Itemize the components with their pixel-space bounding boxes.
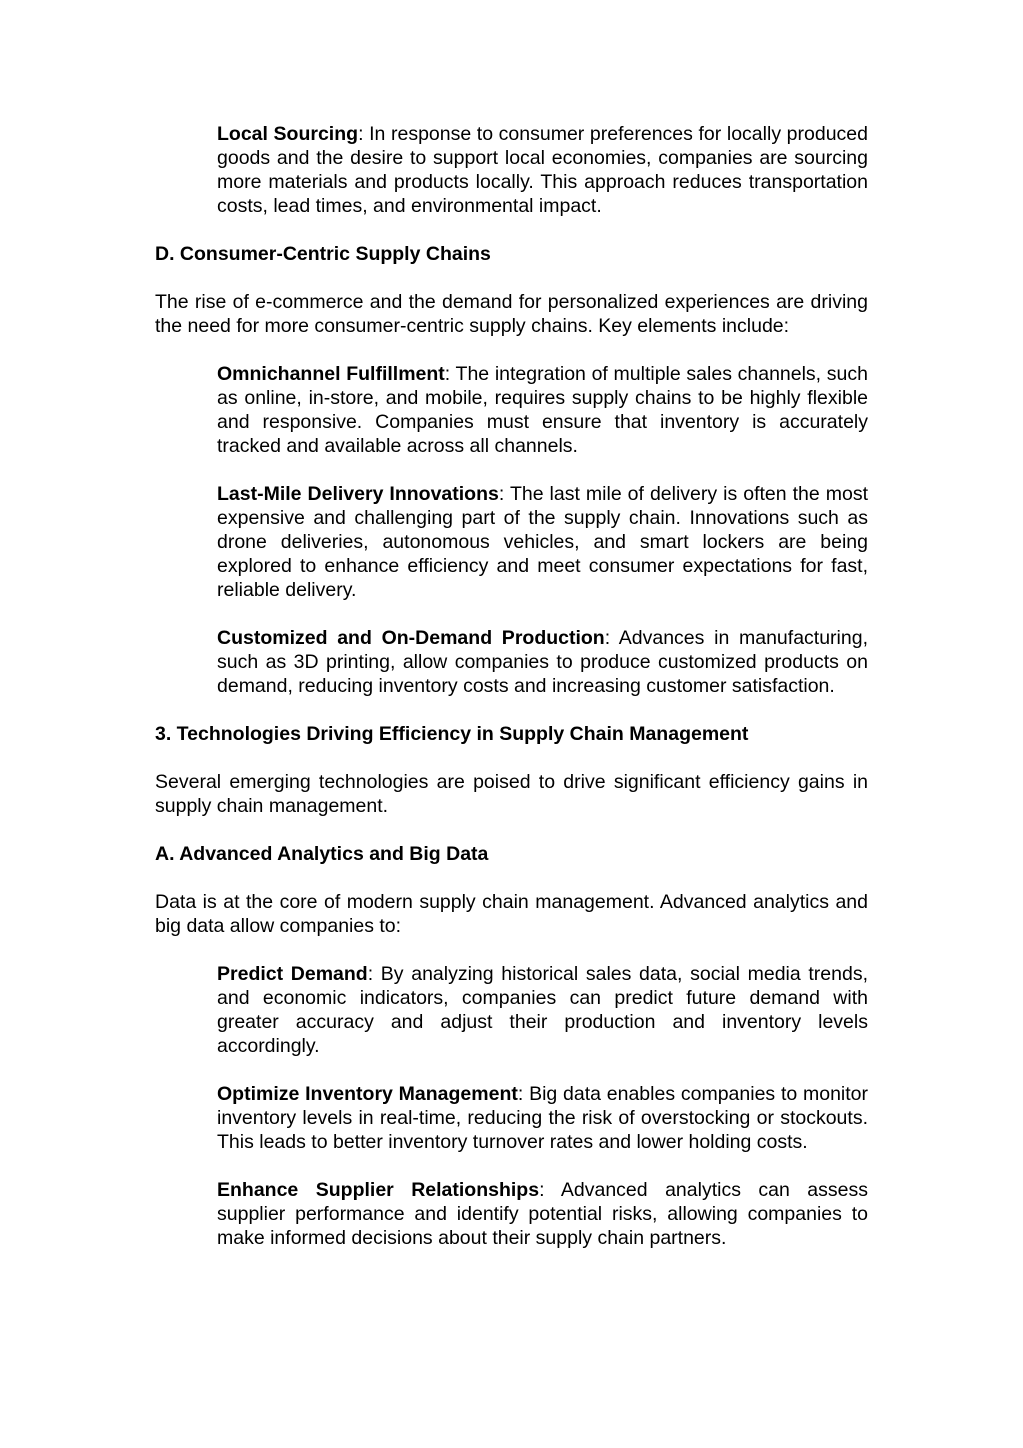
- section-heading-consumer-centric: D. Consumer-Centric Supply Chains: [155, 243, 491, 265]
- item-text: : The integration of multiple sales channels, such as online, in-store, and mobile, requires supply chains to be highly flexible and responsive. Companies must ensure that inventory is accurately tracked and available across all channels.: [217, 363, 868, 457]
- item-text: : Advanced analytics can assess supplier performance and identify potential risks, allowing companies to make informed decisions about their supply chain partners.: [217, 1179, 868, 1249]
- section-heading-analytics: A. Advanced Analytics and Big Data: [155, 843, 489, 865]
- item-text: : The last mile of delivery is often the most expensive and challenging part of the supply chain. Innovations such as drone deliveries, autonomous vehicles, and smart lockers are being explored to enhance efficiency and meet consumer expectations for fast, reliable delivery.: [217, 483, 869, 601]
- list-item-last-mile: [217, 482, 868, 602]
- item-text: : In response to consumer preferences for locally produced goods and the desire to support local economies, companies are sourcing more materials and products locally. This approach reduces transportation costs, lead times, and environmental impact.: [217, 123, 868, 217]
- paragraph-technologies-intro: Several emerging technologies are poised to drive significant efficiency gains in supply chain management.: [155, 771, 868, 817]
- item-term: Predict Demand: [217, 963, 368, 985]
- item-text: : Advances in manufacturing, such as 3D printing, allow companies to produce customized products on demand, reducing inventory costs and increasing customer satisfaction.: [217, 627, 868, 697]
- item-text: : Big data enables companies to monitor inventory levels in real-time, reducing the risk of overstocking or stockouts. This leads to better inventory turnover rates and lower holding costs.: [217, 1083, 869, 1153]
- list-item-supplier-relationships: [217, 1178, 868, 1250]
- list-item-local-sourcing: [217, 122, 868, 218]
- item-term: Optimize Inventory Management: [217, 1083, 518, 1105]
- item-text: : By analyzing historical sales data, social media trends, and economic indicators, companies can predict future demand with greater accuracy and adjust their production and inventory levels accordingly.: [217, 963, 868, 1057]
- section-heading-technologies: 3. Technologies Driving Efficiency in Supply Chain Management: [155, 723, 749, 745]
- item-term: Customized and On-Demand Production: [217, 627, 605, 649]
- paragraph-consumer-centric-intro: The rise of e-commerce and the demand for personalized experiences are driving the need for more consumer-centric supply chains. Key elements include:: [155, 291, 868, 337]
- paragraph-analytics-intro: Data is at the core of modern supply chain management. Advanced analytics and big data allow companies to:: [155, 891, 868, 937]
- document-page: [155, 122, 868, 1274]
- list-item-optimize-inventory: [217, 1082, 868, 1154]
- list-item-on-demand: [217, 626, 868, 698]
- item-term: Omnichannel Fulfillment: [217, 363, 445, 385]
- list-item-omnichannel: [217, 362, 868, 458]
- item-term: Last-Mile Delivery Innovations: [217, 483, 499, 505]
- list-item-predict-demand: [217, 962, 868, 1058]
- item-term: Enhance Supplier Relationships: [217, 1179, 540, 1201]
- item-term: Local Sourcing: [217, 123, 359, 145]
